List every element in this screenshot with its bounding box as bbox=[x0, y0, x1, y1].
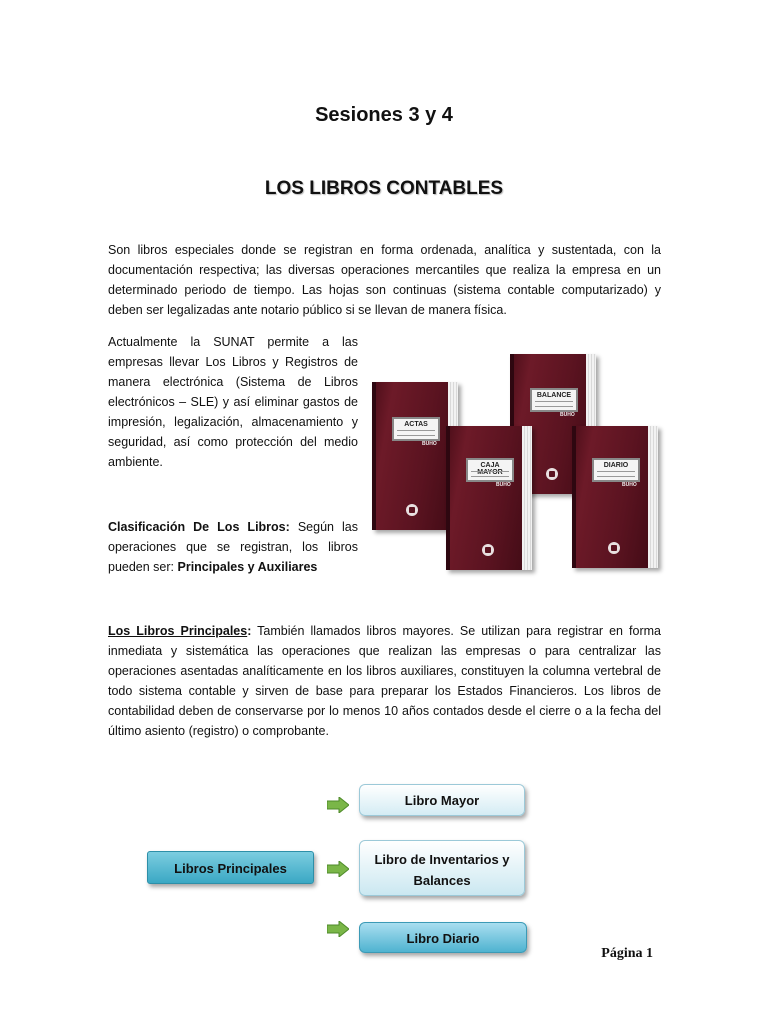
libro-diario-box: Libro Diario bbox=[359, 922, 527, 953]
principales-colon: : bbox=[247, 624, 252, 638]
libro-inventarios-box: Libro de Inventarios y Balances bbox=[359, 840, 525, 896]
book-caja-mayor bbox=[446, 426, 532, 570]
clasificacion-text: Según las operaciones que se registran, los libros pueden ser: bbox=[108, 520, 358, 574]
page-number: Página 1 bbox=[601, 946, 653, 961]
books-illustration bbox=[370, 352, 660, 570]
libros-principales-box: Libros Principales bbox=[147, 851, 314, 884]
clasificacion-types: Principales y Auxiliares bbox=[177, 560, 318, 574]
intro-paragraph: Son libros especiales donde se registran en forma ordenada, analítica y sustentada, con la documentación respectiva; las diversas operaciones mercantiles que realiza la empresa en un determinado periodo de tiempo. Las hojas son continuas (sistema contable computarizado) y deben ser legalizadas ante notario público si se llevan de manera física. bbox=[108, 243, 661, 317]
arrow-right-icon bbox=[327, 861, 349, 877]
book-balance-label: BALANCE bbox=[536, 392, 572, 399]
clasificacion-label: Clasificación De Los Libros: bbox=[108, 520, 290, 534]
book-brand: BUHO bbox=[560, 412, 575, 418]
book-logo-icon bbox=[608, 542, 620, 554]
book-brand: BUHO bbox=[496, 482, 511, 488]
session-title: Sesiones 3 y 4 bbox=[315, 104, 453, 126]
libro-mayor-box: Libro Mayor bbox=[359, 784, 525, 816]
book-diario bbox=[572, 426, 658, 568]
book-brand: BUHO bbox=[622, 482, 637, 488]
book-diario-label: DIARIO bbox=[603, 462, 629, 469]
principales-label: Los Libros Principales bbox=[108, 624, 248, 638]
sunat-paragraph: Actualmente la SUNAT permite a las empresas llevar Los Libros y Registros de manera electrónica (Sistema de Libros electrónicos – SLE) y así eliminar gastos de impresión, legalización, almacenamiento y seguridad, así como protección del medio ambiente. bbox=[108, 335, 358, 469]
clasificacion-paragraph bbox=[108, 517, 358, 577]
book-actas-label: ACTAS bbox=[404, 421, 428, 428]
book-caja-label: CAJA MAYOR bbox=[477, 462, 503, 476]
principales-paragraph bbox=[108, 621, 661, 741]
principales-text: También llamados libros mayores. Se utilizan para registrar en forma inmediata y sistemática las operaciones que realizan las empresas o para centralizar las operaciones asentadas analíticamente en los libros auxiliares, constituyen la columna vertebral de todo sistema contable y sirven de base para preparar los Estados Financieros. Los libros de contabilidad deben de conservarse por lo menos 10 años contados desde el cierre o a la fecha del último asiento (registro) o comprobante. bbox=[108, 624, 661, 738]
arrow-right-icon bbox=[327, 921, 349, 937]
book-brand: BUHO bbox=[422, 441, 437, 447]
book-logo-icon bbox=[546, 468, 558, 480]
arrow-right-icon bbox=[327, 797, 349, 813]
page-title: LOS LIBROS CONTABLES bbox=[264, 178, 504, 199]
book-logo-icon bbox=[482, 544, 494, 556]
book-logo-icon bbox=[406, 504, 418, 516]
